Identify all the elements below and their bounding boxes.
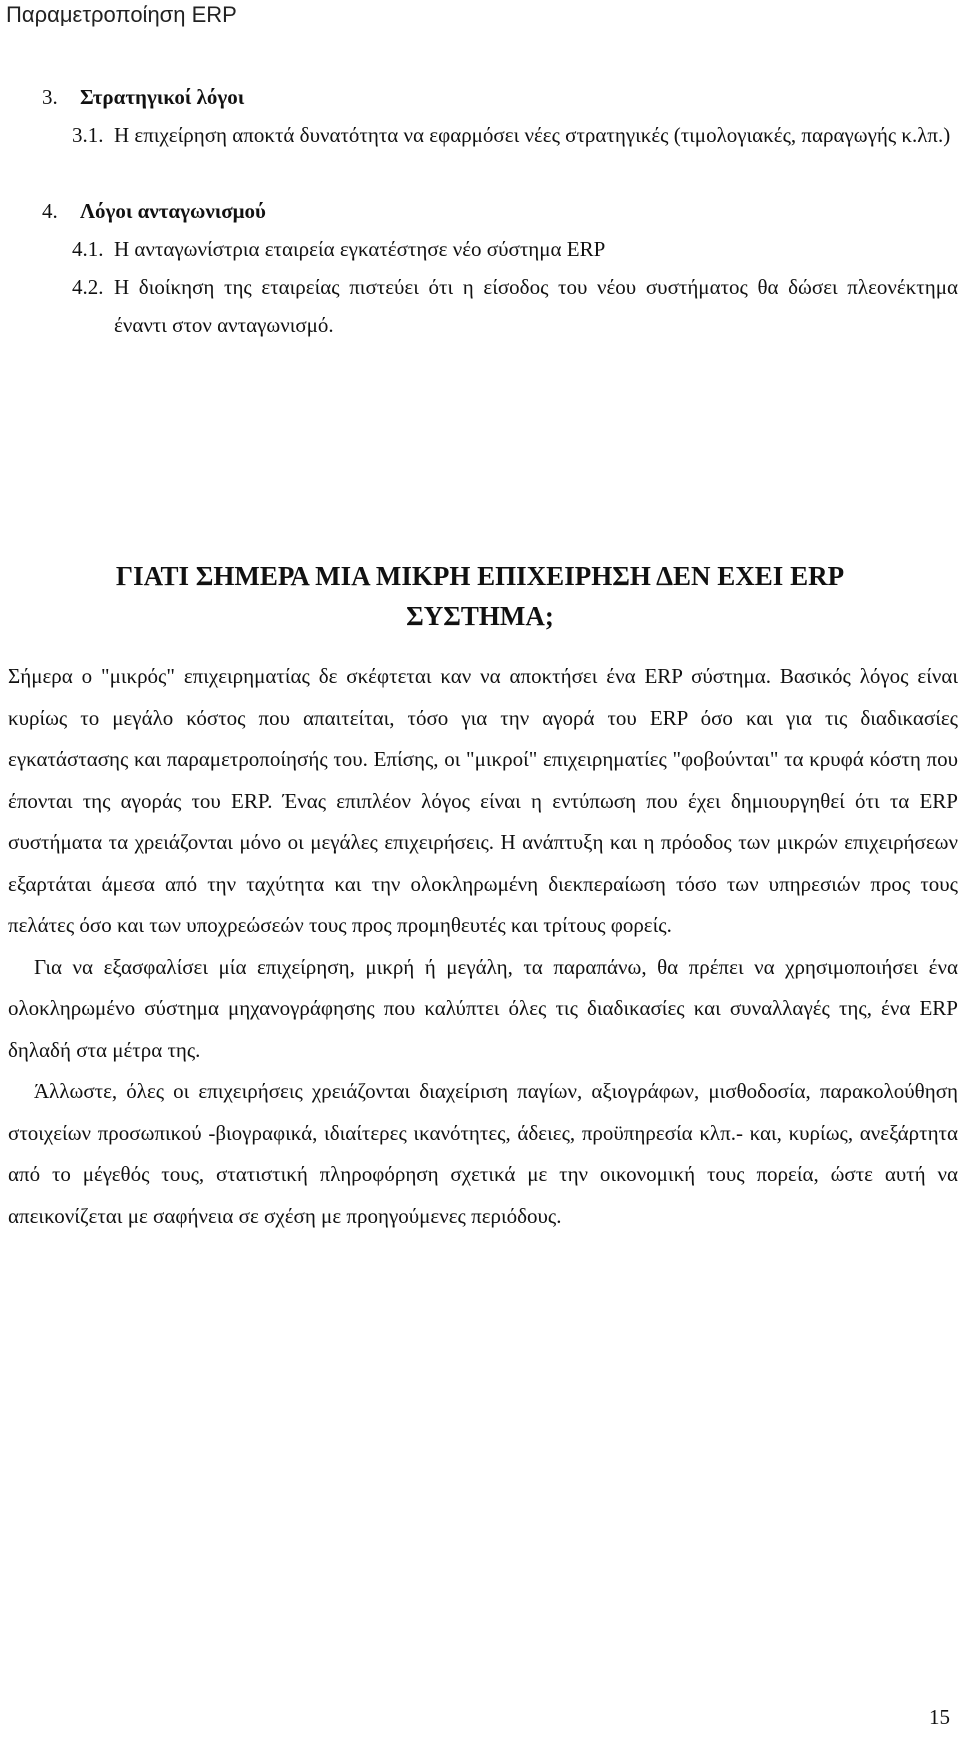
- section-4-number: 4.: [42, 199, 58, 223]
- section-3-title: Στρατηγικοί λόγοι: [80, 85, 245, 109]
- item-text: Η ανταγωνίστρια εταιρεία εγκατέστησε νέο σύστημα ERP: [114, 237, 606, 261]
- section-4-title: Λόγοι ανταγωνισμού: [80, 199, 266, 223]
- item-number: 4.2.: [72, 275, 104, 299]
- section-3-heading: [42, 78, 958, 116]
- page-number: 15: [929, 1705, 950, 1729]
- list-item: [72, 230, 958, 268]
- item-text: Η διοίκηση της εταιρείας πιστεύει ότι η είσοδος του νέου συστήματος θα δώσει πλεονέκτημα έναντι στον ανταγωνισμό.: [114, 275, 958, 337]
- section-heading: [0, 556, 960, 636]
- reasons-list: [8, 78, 958, 344]
- section-3-number: 3.: [42, 85, 58, 109]
- paragraph: Σήμερα ο "μικρός" επιχειρηματίας δε σκέφτεται καν να αποκτήσει ένα ERP σύστημα. Βασικός λόγος είναι κυρίως το μεγάλο κόστος που απαιτείται, τόσο για την αγορά του ERP όσο και για τις διαδικασίες εγκατάστασης και παραμετροποίησής του. Επίσης, οι "μικροί" επιχειρηματίες "φοβούνται" τα κρυφά κόστη που έπονται της αγοράς του ERP. Ένας επιπλέον λόγος είναι η εντύπωση που έχει δημιουργηθεί ότι τα ERP συστήματα τα χρειάζονται μόνο οι μεγάλες επιχειρήσεις. Η ανάπτυξη και η πρόοδος των μικρών επιχειρήσεων εξαρτάται άμεσα από την ταχύτητα και την ολοκληρωμένη διεκπεραίωση τόσο των υπηρεσιών προς τους πελάτες όσο και των υποχρεώσεών τους προς προμηθευτές και τρίτους φορείς.: [8, 664, 958, 937]
- document-header: Παραμετροποίηση ERP: [6, 2, 237, 27]
- item-number: 3.1.: [72, 123, 104, 147]
- paragraph: Άλλωστε, όλες οι επιχειρήσεις χρειάζονται διαχείριση παγίων, αξιογράφων, μισθοδοσία, παρακολούθηση στοιχείων προσωπικού -βιογραφικά, ιδιαίτερες ικανότητες, άδειες, προϋπηρεσία κλπ.- και, κυρίως, ανεξάρτητα από το μέγεθός τους, στατιστική πληροφόρηση σχετικά με την οικονομική τους πορεία, ώστε αυτή να απεικονίζεται με σαφήνεια σε σχέση με προηγούμενες περιόδους.: [8, 1079, 958, 1228]
- item-number: 4.1.: [72, 237, 104, 261]
- section-4-heading: [42, 192, 958, 230]
- section-heading-line-2: ΣΥΣΤΗΜΑ;: [406, 601, 554, 631]
- item-text: Η επιχείρηση αποκτά δυνατότητα να εφαρμόσει νέες στρατηγικές (τιμολογιακές, παραγωγής κ.λπ.): [114, 123, 951, 147]
- body-text: [8, 656, 958, 1237]
- list-item: [72, 268, 958, 344]
- section-heading-line-1: ΓΙΑΤΙ ΣΗΜΕΡΑ ΜΙΑ ΜΙΚΡΗ ΕΠΙΧΕΙΡΗΣΗ ΔΕΝ ΕΧΕΙ ERP: [115, 561, 845, 591]
- paragraph: Για να εξασφαλίσει μία επιχείρηση, μικρή ή μεγάλη, τα παραπάνω, θα πρέπει να χρησιμοποιήσει ένα ολοκληρωμένο σύστημα μηχανογράφησης που καλύπτει όλες τις διαδικασίες και συναλλαγές της, ένα ERP δηλαδή στα μέτρα της.: [8, 954, 958, 1062]
- list-item: [72, 116, 958, 154]
